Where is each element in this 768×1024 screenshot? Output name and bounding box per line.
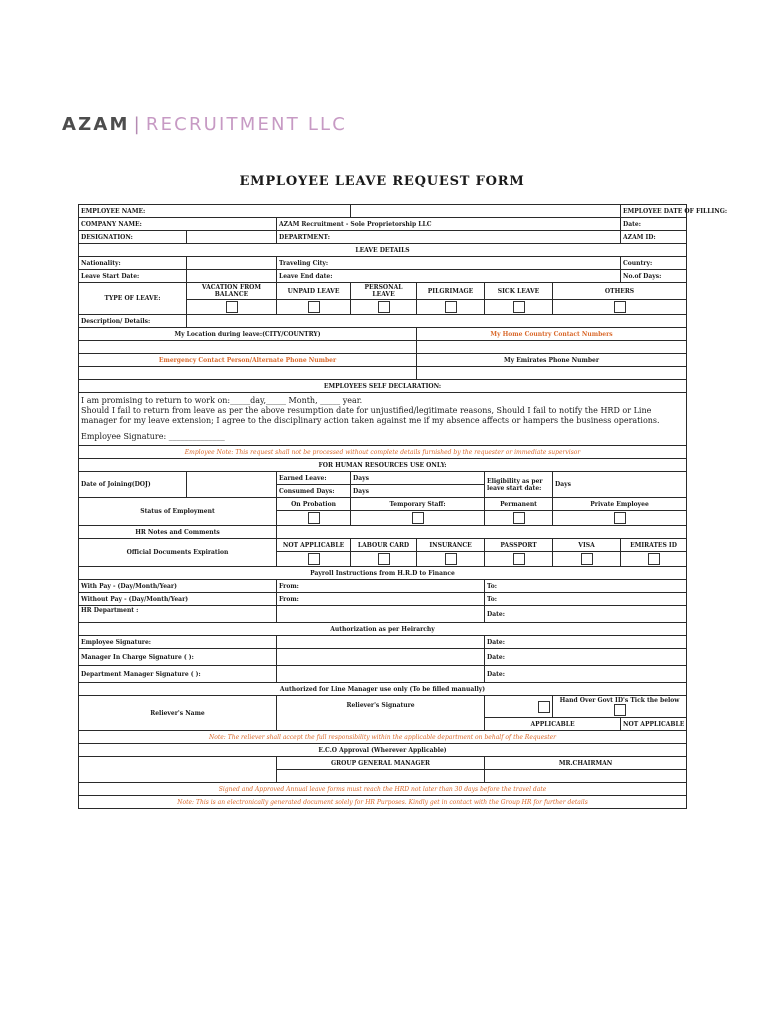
self-declaration-text: [79, 393, 687, 446]
leave-details-header: LEAVE DETAILS: [79, 244, 687, 257]
my-location-field[interactable]: [79, 341, 417, 354]
consumed-days-value[interactable]: Days: [351, 485, 485, 498]
labour-card-checkbox-cell: [351, 552, 417, 567]
date-label[interactable]: Date:: [621, 218, 687, 231]
reliever-signature-label: Reliever's Signature: [277, 696, 485, 731]
chairman-signature[interactable]: [485, 770, 687, 783]
authorization-header: Authorization as per Heirarchy: [79, 623, 687, 636]
dept-manager-signature-date[interactable]: Date:: [485, 666, 687, 683]
azam-id-label[interactable]: AZAM ID:: [621, 231, 687, 244]
leave-end-label[interactable]: Leave End date:: [277, 270, 621, 283]
form-title: EMPLOYEE LEAVE REQUEST FORM: [239, 174, 525, 189]
official-docs-label: Official Documents Expiration: [79, 539, 277, 567]
line-manager-header: Authorized for Line Manager use only (To be filled manually): [79, 683, 687, 696]
type-of-leave-label: TYPE OF LEAVE:: [79, 283, 187, 315]
nationality-field[interactable]: [187, 257, 277, 270]
temporary-checkbox[interactable]: [412, 512, 424, 524]
doc-passport: PASSPORT: [485, 539, 553, 552]
description-label: Description/ Details:: [79, 315, 187, 328]
emirates-id-checkbox[interactable]: [648, 553, 660, 565]
with-pay-label: With Pay - (Day/Month/Year): [79, 580, 277, 593]
reliever-note: Note: The reliever shall accept the full responsibility within the applicable department on behalf of the Requester: [79, 731, 687, 744]
group-gm-label: GROUP GENERAL MANAGER: [277, 757, 485, 770]
private-checkbox-cell: [553, 511, 687, 526]
insurance-checkbox-cell: [417, 552, 485, 567]
vacation-checkbox[interactable]: [226, 301, 238, 313]
with-pay-to[interactable]: To:: [485, 580, 687, 593]
emirates-phone-label: My Emirates Phone Number: [417, 354, 687, 367]
my-location-label: My Location during leave:(CITY/COUNTRY): [79, 328, 417, 341]
traveling-city-label[interactable]: Traveling City:: [277, 257, 621, 270]
logo-divider: |: [133, 114, 142, 135]
company-name-value: AZAM Recruitment - Sole Proprietorship LLC: [277, 218, 621, 231]
vacation-checkbox-cell: [187, 300, 277, 315]
leave-type-sick: SICK LEAVE: [485, 283, 553, 300]
employee-note: Employee Note: This request shall not be processed without complete details furnished by the requester or immediate supervisor: [79, 446, 687, 459]
hr-department-field[interactable]: [277, 606, 485, 623]
leave-type-vacation: VACATION FROM BALANCE: [187, 283, 277, 300]
pilgrimage-checkbox[interactable]: [445, 301, 457, 313]
labour-card-checkbox[interactable]: [378, 553, 390, 565]
chairman-label: MR.CHAIRMAN: [485, 757, 687, 770]
others-checkbox-cell: [553, 300, 687, 315]
probation-checkbox-cell: [277, 511, 351, 526]
doc-not-applicable: NOT APPLICABLE: [277, 539, 351, 552]
unpaid-checkbox[interactable]: [308, 301, 320, 313]
hr-department-label: HR Department :: [79, 606, 277, 623]
reliever-name-label: Reliever's Name: [79, 696, 277, 731]
earned-leave-days[interactable]: Days: [351, 472, 485, 485]
hr-notes-label: HR Notes and Comments: [79, 526, 277, 539]
leave-type-personal: PERSONAL LEAVE: [351, 283, 417, 300]
applicable-label[interactable]: APPLICABLE: [485, 718, 621, 731]
company-name-label: COMPANY NAME:: [79, 218, 277, 231]
group-gm-signature[interactable]: [277, 770, 485, 783]
doc-na-checkbox[interactable]: [308, 553, 320, 565]
probation-checkbox[interactable]: [308, 512, 320, 524]
emirates-id-checkbox-cell: [621, 552, 687, 567]
payroll-header: Payroll Instructions from H.R.D to Finance: [79, 567, 687, 580]
without-pay-to[interactable]: To:: [485, 593, 687, 606]
consumed-days-label: Consumed Days:: [277, 485, 351, 498]
without-pay-from[interactable]: From:: [277, 593, 485, 606]
others-checkbox[interactable]: [614, 301, 626, 313]
doc-emirates-id: EMIRATES ID: [621, 539, 687, 552]
employee-signature-field[interactable]: [277, 636, 485, 649]
no-days-label[interactable]: No.of Days:: [621, 270, 687, 283]
sick-checkbox-cell: [485, 300, 553, 315]
visa-checkbox-cell: [553, 552, 621, 567]
declaration-body: Should I fail to return from leave as per the above resumption date for unjustified/legitimate reasons, Should I fail to notify the HRD or Line manager for my leave extension; I agree to the disciplinary action taken against me if my absence affects or hampers the business operations.: [81, 406, 660, 425]
logo-recruitment: RECRUITMENT LLC: [145, 114, 348, 135]
leave-start-field[interactable]: [187, 270, 277, 283]
home-contact-field[interactable]: [417, 341, 687, 354]
emirates-phone-field[interactable]: [417, 367, 687, 380]
country-label[interactable]: Country:: [621, 257, 687, 270]
personal-checkbox[interactable]: [378, 301, 390, 313]
nationality-label: Nationality:: [79, 257, 187, 270]
self-declaration-header: EMPLOYEES SELF DECLARATION:: [79, 380, 687, 393]
employee-name-field[interactable]: [351, 205, 621, 218]
home-contact-label: My Home Country Contact Numbers: [417, 328, 687, 341]
leave-type-others: OTHERS: [553, 283, 687, 300]
hr-notes-field[interactable]: [277, 526, 687, 539]
manager-signature-field[interactable]: [277, 649, 485, 666]
permanent-checkbox-cell: [485, 511, 553, 526]
dept-manager-signature-field[interactable]: [277, 666, 485, 683]
department-label[interactable]: DEPARTMENT:: [277, 231, 621, 244]
eligibility-days[interactable]: Days: [553, 472, 687, 498]
employee-name-label: EMPLOYEE NAME:: [79, 205, 351, 218]
signed-approved-note: Signed and Approved Annual leave forms must reach the HRD not later than 30 days before the travel date: [79, 783, 687, 796]
hand-over-checkbox-right[interactable]: [614, 704, 626, 716]
leave-start-label: Leave Start Date:: [79, 270, 187, 283]
leave-type-unpaid: UNPAID LEAVE: [277, 283, 351, 300]
doc-labour-card: LABOUR CARD: [351, 539, 417, 552]
doc-na-checkbox-cell: [277, 552, 351, 567]
hand-over-label: Hand Over Govt ID's Tick the below: [559, 697, 680, 704]
date-of-joining-field[interactable]: [187, 472, 277, 498]
status-of-employment-label: Status of Employment: [79, 498, 277, 526]
doc-visa: VISA: [553, 539, 621, 552]
date-of-joining-label: Date of Joining(DOJ): [79, 472, 187, 498]
employment-private: Private Employee: [553, 498, 687, 511]
emergency-contact-field[interactable]: [79, 367, 417, 380]
insurance-checkbox[interactable]: [445, 553, 457, 565]
not-applicable-label[interactable]: NOT APPLICABLE: [621, 718, 687, 731]
with-pay-from[interactable]: From:: [277, 580, 485, 593]
passport-checkbox[interactable]: [513, 553, 525, 565]
emergency-contact-label: Emergency Contact Person/Alternate Phone Number: [79, 354, 417, 367]
hand-over-checkbox-cell: [485, 696, 553, 718]
declaration-return-line: I am promising to return to work on:_____day,_____ Month, _____ year.: [81, 396, 363, 405]
leave-request-form: [78, 204, 728, 809]
personal-checkbox-cell: [351, 300, 417, 315]
hr-use-only-header: FOR HUMAN RESOURCES USE ONLY:: [79, 459, 687, 472]
employment-permanent: Permanent: [485, 498, 553, 511]
doc-insurance: INSURANCE: [417, 539, 485, 552]
date-of-filling-label: EMPLOYEE DATE OF FILLING:: [621, 205, 687, 218]
designation-label: DESIGNATION:: [79, 231, 187, 244]
without-pay-label: Without Pay - (Day/Month/Year): [79, 593, 277, 606]
eco-approval-header: E.C.O Approval (Wherever Applicable): [79, 744, 687, 757]
private-checkbox[interactable]: [614, 512, 626, 524]
dept-manager-signature-label: Department Manager Signature ( ):: [79, 666, 277, 683]
hr-department-date[interactable]: Date:: [485, 606, 687, 623]
visa-checkbox[interactable]: [581, 553, 593, 565]
leave-type-pilgrimage: PILGRIMAGE: [417, 283, 485, 300]
declaration-signature-line[interactable]: Employee Signature: ______________: [81, 432, 225, 441]
passport-checkbox-cell: [485, 552, 553, 567]
company-logo: [62, 114, 347, 135]
employment-temporary: Temporary Staff:: [351, 498, 485, 511]
temporary-checkbox-cell: [351, 511, 485, 526]
permanent-checkbox[interactable]: [513, 512, 525, 524]
manager-signature-date[interactable]: Date:: [485, 649, 687, 666]
hand-over-checkbox-left[interactable]: [538, 701, 550, 713]
sick-checkbox[interactable]: [513, 301, 525, 313]
logo-azam: AZAM: [62, 114, 130, 135]
eco-blank-cell: [79, 757, 277, 783]
unpaid-checkbox-cell: [277, 300, 351, 315]
employee-signature-date[interactable]: Date:: [485, 636, 687, 649]
hand-over-cell: [553, 696, 687, 718]
pilgrimage-checkbox-cell: [417, 300, 485, 315]
description-field[interactable]: [187, 315, 687, 328]
manager-signature-label: Manager In Charge Signature ( ):: [79, 649, 277, 666]
eligibility-label: Eligibility as per leave start date:: [485, 472, 553, 498]
employee-signature-label: Employee Signature:: [79, 636, 277, 649]
designation-field[interactable]: [187, 231, 277, 244]
earned-leave-label: Earned Leave:: [277, 472, 351, 485]
employment-probation: On Probation: [277, 498, 351, 511]
electronic-note: Note: This is an electronically generated document solely for HR Purposes. Kindly get in contact with the Group HR for further details: [79, 796, 687, 809]
